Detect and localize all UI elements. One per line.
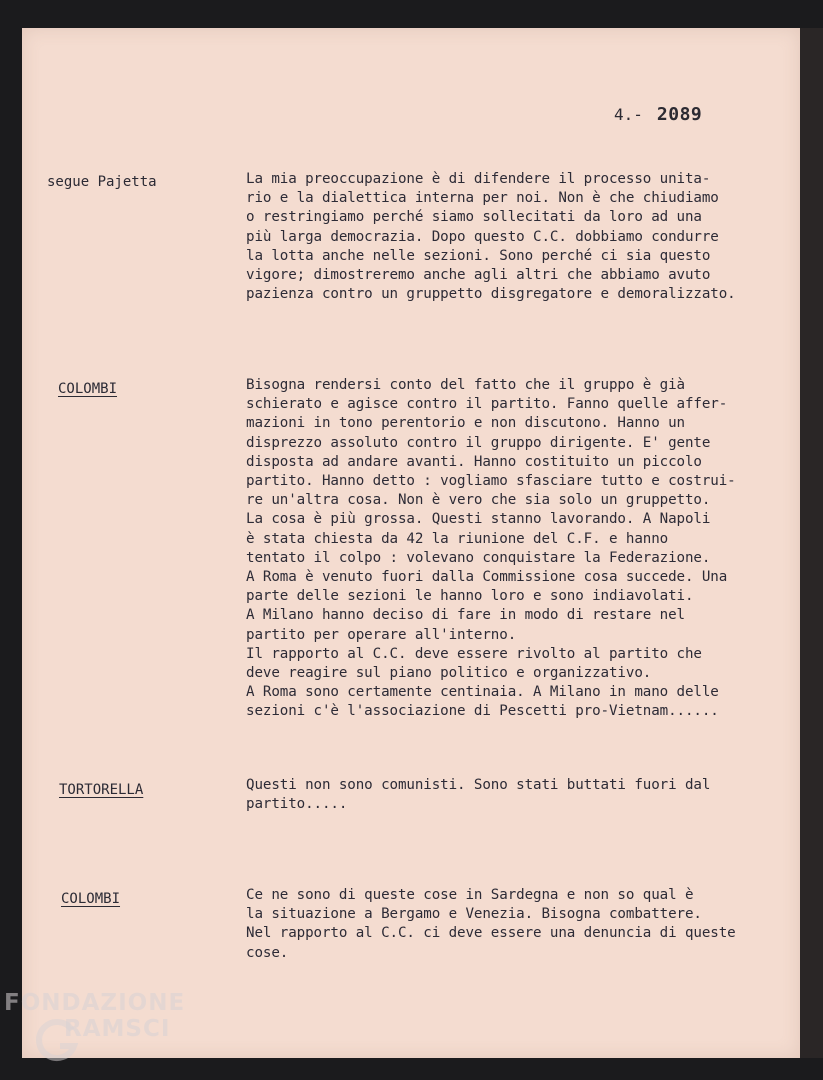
speaker-label: TORTORELLA [59, 782, 144, 798]
speaker-label: COLOMBI [58, 381, 118, 397]
watermark-line2: RAMSCI [64, 1016, 171, 1042]
scan-bottom-edge [0, 1058, 823, 1080]
page-header [614, 104, 702, 125]
speech-text: Ce ne sono di queste cose in Sardegna e non so qual è la situazione a Bergamo e Venezia. Bisogna combattere. Nel rapporto al C.C. ci deve essere una denuncia di queste cose. [246, 887, 736, 961]
speaker-label: COLOMBI [61, 891, 121, 907]
speech-text: Bisogna rendersi conto del fatto che il gruppo è già schierato e agisce contro il partito. Fanno quelle affer- mazioni in tono perentorio e non discutono. Hanno un disprezzo assoluto contro il gruppo dirigente. E' gente disposta ad andare avanti. Hanno costituito un piccolo partito. Hanno detto : vogliamo sfasciare tutto e costrui- re un'altra cosa. Non è vero che sia solo un gruppetto. La cosa è più grossa. Questi stanno lavorando. A Napoli è stata chiesta da 42 la riunione del C.F. e hanno tentato il colpo : volevano conquistare la Federazione. A Roma è venuto fuori dalla Commissione cosa succede. Una parte delle sezioni le hanno loro e sono indiavolati. A Milano hanno deciso di fare in modo di restare nel partito per operare all'interno. Il rapporto al C.C. deve essere rivolto al partito che deve reagire sul piano politico e organizzativo. A Roma sono certamente centinaia. A Milano in mano delle sezioni c'è l'associazione di Pescetti pro-Vietnam...... [246, 377, 736, 720]
speaker-label: segue Pajetta [47, 174, 157, 190]
speech-text: La mia preoccupazione è di difendere il processo unita- rio e la dialettica interna per noi. Non è che chiudiamo o restringiamo perché siamo sollecitati da loro ad una più larga democrazia. Dopo questo C.C. dobbiamo condurre la lotta anche nelle sezioni. Sono perché ci sia questo vigore; dimostreremo anche agli altri che abbiamo avuto pazienza contro un gruppetto disgregatore e demoralizzato. [246, 171, 736, 303]
watermark-line1: FONDAZIONE [4, 990, 186, 1016]
speech-text: Questi non sono comunisti. Sono stati buttati fuori dal partito..... [246, 777, 711, 813]
page-label: 4.- [614, 105, 643, 124]
document-number: 2089 [656, 104, 703, 125]
gramsci-logo-icon [34, 1018, 80, 1064]
fondazione-gramsci-watermark [4, 990, 185, 1042]
